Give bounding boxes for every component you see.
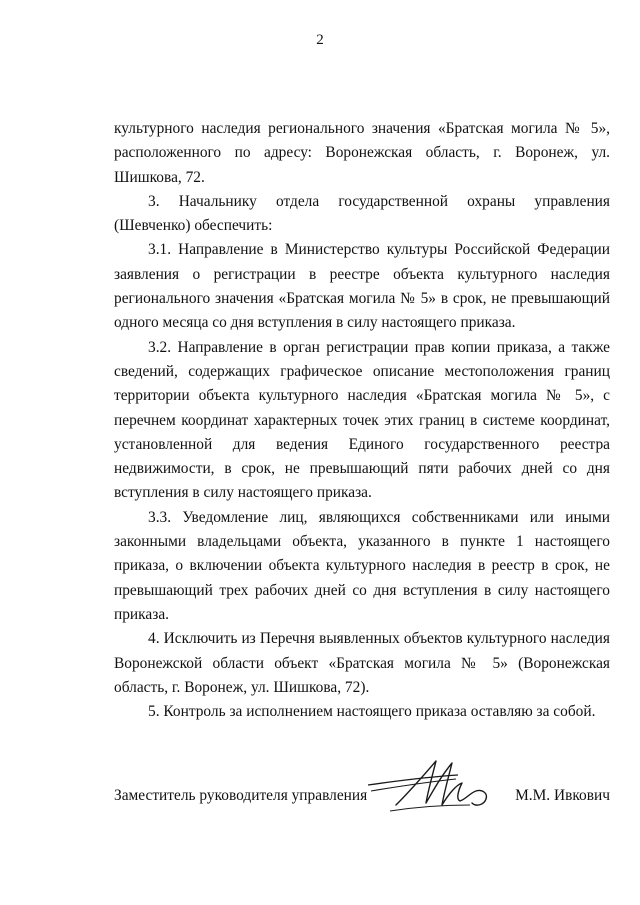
handwritten-signature [366,755,506,825]
document-body [114,117,610,724]
paragraph-5: 5. Контроль за исполнением настоящего приказа оставляю за собой. [148,703,596,721]
paragraph-3: 3. Начальнику отдела государственной охраны управления (Шевченко) обеспечить: [114,192,610,235]
signatory-name: М.М. Ивкович [515,787,610,804]
signatory-position: Заместитель руководителя управления [114,787,368,804]
paragraph-4: 4. Исключить из Перечня выявленных объектов культурного наследия Воронежской области объект «Братская могила № 5» (Воронежская область, г. Воронеж, ул. Шишкова, 72). [114,630,610,696]
paragraph-3-1: 3.1. Направление в Министерство культуры Российской Федерации заявления о регистрации в реестре объекта культурного наследия регионального значения «Братская могила № 5» в срок, не превышающий одного месяца со дня вступления в силу настоящего приказа. [114,241,610,332]
paragraph-3-2: 3.2. Направление в орган регистрации прав копии приказа, а также сведений, содержащих графическое описание местоположения границ территории объекта культурного наследия «Братская могила № 5», с перечнем координат характерных точек этих границ в системе координат, установленной для ведения Единого государственного реестра недвижимости, в срок, не превышающий пяти рабочих дней со дня вступления в силу настоящего приказа. [114,338,610,502]
signature-block [114,785,610,815]
page-number: 2 [316,32,324,48]
paragraph-3-3: 3.3. Уведомление лиц, являющихся собственниками или иными законными владельцами объекта, указанного в пункте 1 настоящего приказа, о включении объекта культурного наследия в реестр в срок, не превышающий трех рабочих дней со дня вступления в силу настоящего приказа. [114,508,610,623]
paragraph-continuation: культурного наследия регионального значения «Братская могила № 5», расположенного по адресу: Воронежская область, г. Воронеж, ул. Шишкова, 72. [114,120,610,186]
